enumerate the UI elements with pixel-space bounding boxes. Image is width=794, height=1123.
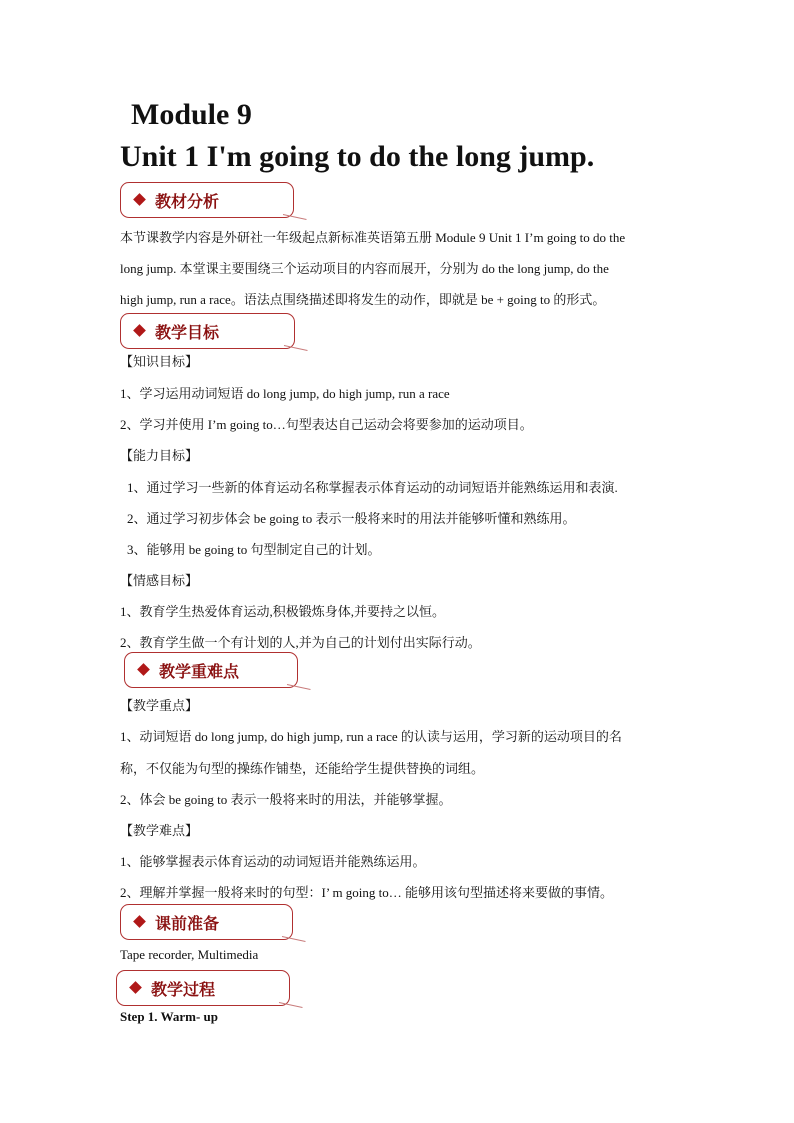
subheader-difficulty: 【教学难点】 — [120, 823, 199, 838]
list-item: 2、理解并掌握一般将来时的句型：I’ m going to… 能够用该句型描述将来要做的事情。 — [120, 885, 614, 900]
section-header-prep — [120, 904, 293, 940]
section-header-goals — [120, 313, 295, 349]
subheader-knowledge: 【知识目标】 — [120, 354, 199, 369]
step-title: Step 1. Warm- up — [120, 1009, 218, 1024]
list-item: 称，不仅能为句型的操练作铺垫，还能给学生提供替换的词组。 — [120, 761, 485, 776]
list-item: 3、能够用 be going to 句型制定自己的计划。 — [127, 542, 381, 557]
analysis-line: high jump, run a race。语法点围绕描述即将发生的动作，即就是 be + going to 的形式。 — [120, 292, 606, 307]
diamond-bullet-icon — [137, 663, 150, 676]
diamond-bullet-icon — [133, 324, 146, 337]
diamond-bullet-icon — [133, 915, 146, 928]
list-item: 1、教育学生热爱体育运动,积极锻炼身体,并要持之以恒。 — [120, 604, 446, 619]
diamond-bullet-icon — [129, 981, 142, 994]
section-label: 课前准备 — [155, 914, 220, 933]
analysis-line: 本节课教学内容是外研社一年级起点新标准英语第五册 Module 9 Unit 1 I’m going to do the — [120, 230, 626, 245]
section-label: 教学目标 — [155, 323, 220, 342]
diamond-bullet-icon — [133, 193, 146, 206]
section-label: 教学重难点 — [159, 662, 240, 681]
analysis-line: long jump. 本堂课主要围绕三个运动项目的内容而展开，分别为 do the long jump, do the — [120, 261, 609, 276]
unit-title: Unit 1 I'm going to do the long jump. — [120, 140, 595, 173]
subheader-focus: 【教学重点】 — [120, 698, 199, 713]
section-header-analysis — [120, 182, 294, 218]
section-header-process — [116, 970, 290, 1006]
list-item: 2、学习并使用 I’m going to…句型表达自己运动会将要参加的运动项目。 — [120, 417, 533, 432]
subheader-ability: 【能力目标】 — [120, 448, 199, 463]
list-item: 2、体会 be going to 表示一般将来时的用法，并能够掌握。 — [120, 792, 452, 807]
module-title: Module 9 — [131, 98, 252, 131]
list-item: 1、学习运用动词短语 do long jump, do high jump, run a race — [120, 386, 450, 401]
subheader-emotion: 【情感目标】 — [120, 573, 199, 588]
section-label: 教学过程 — [151, 980, 216, 999]
section-header-keypoints — [124, 652, 298, 688]
list-item: 2、教育学生做一个有计划的人,并为自己的计划付出实际行动。 — [120, 635, 481, 650]
list-item: 1、通过学习一些新的体育运动名称掌握表示体育运动的动词短语并能熟练运用和表演. — [127, 480, 618, 495]
list-item: 1、动词短语 do long jump, do high jump, run a race 的认读与运用，学习新的运动项目的名 — [120, 729, 622, 744]
prep-text: Tape recorder, Multimedia — [120, 947, 259, 962]
list-item: 1、能够掌握表示体育运动的动词短语并能熟练运用。 — [120, 854, 426, 869]
section-label: 教材分析 — [155, 192, 220, 211]
list-item: 2、通过学习初步体会 be going to 表示一般将来时的用法并能够听懂和熟练用。 — [127, 511, 576, 526]
